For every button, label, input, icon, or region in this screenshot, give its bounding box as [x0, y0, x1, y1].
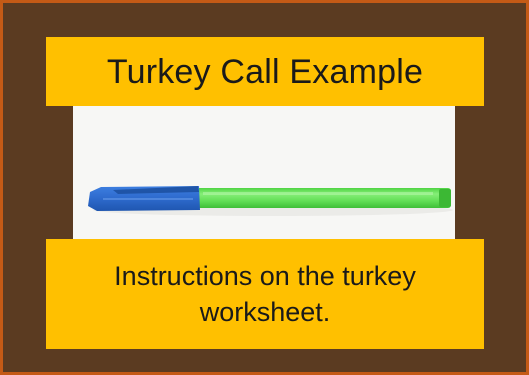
slide-title: Turkey Call Example: [106, 52, 424, 91]
pen-photo: [73, 106, 455, 239]
pen-barrel: [185, 188, 451, 208]
slide-caption: Instructions on the turkey worksheet.: [114, 260, 416, 327]
cap-highlight: [103, 198, 193, 200]
title-banner: [46, 37, 484, 106]
caption-banner: [46, 239, 484, 349]
pen-image: [73, 106, 455, 239]
pen-barrel-end: [439, 189, 451, 207]
barrel-highlight: [203, 192, 433, 195]
